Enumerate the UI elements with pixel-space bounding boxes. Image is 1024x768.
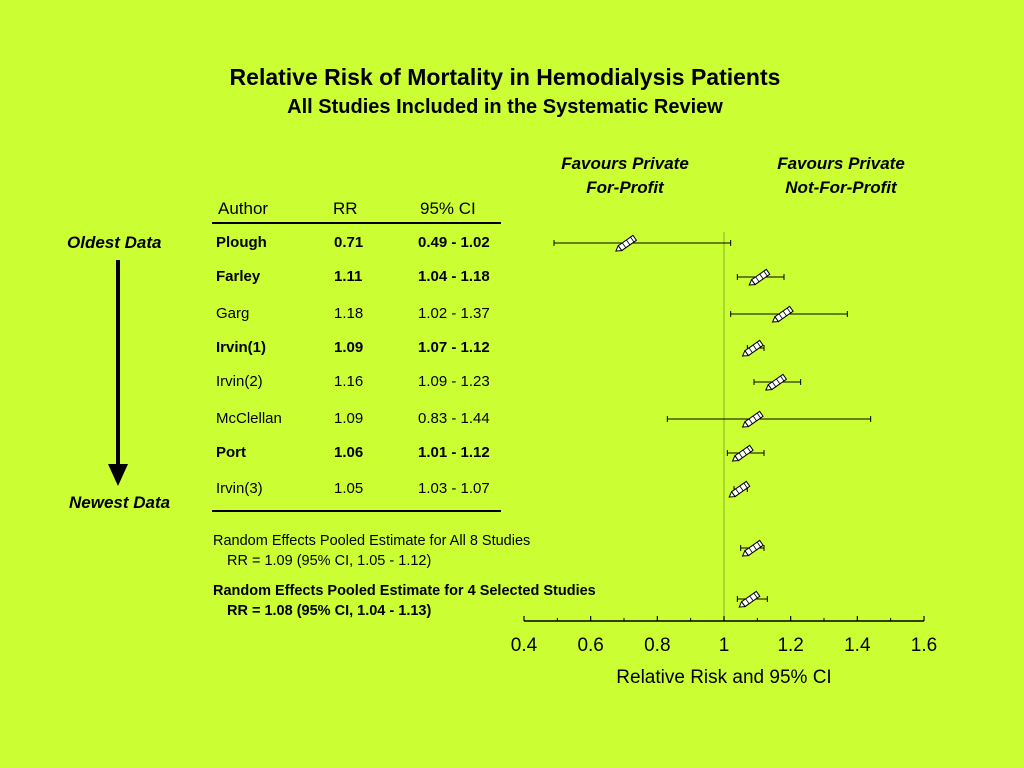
study-ci: 0.49 - 1.02 [418, 234, 490, 251]
study-author: Irvin(3) [216, 480, 263, 497]
study-rr: 1.09 [334, 410, 364, 427]
study-rr: 1.18 [334, 305, 364, 322]
study-author: Port [216, 444, 246, 461]
header-author: Author [218, 199, 269, 218]
pooled-all-line1: Random Effects Pooled Estimate for All 8 Studies [213, 533, 531, 549]
favours-right-line1: Favours Private [777, 154, 905, 173]
oldest-data-label: Oldest Data [67, 233, 162, 252]
x-tick-label: 0.4 [510, 635, 538, 656]
pooled-1-point-estimate [741, 540, 763, 558]
study-ci: 1.03 - 1.07 [418, 480, 490, 497]
x-tick-label: 1.6 [910, 635, 938, 656]
x-axis-label: Relative Risk and 95% CI [616, 667, 832, 688]
x-tick-label: 1.2 [777, 635, 804, 656]
study-4-point-estimate [741, 340, 763, 358]
pooled-2-point-estimate [737, 591, 759, 609]
pooled-all-line2: RR = 1.09 (95% CI, 1.05 - 1.12) [227, 553, 432, 569]
study-2-point-estimate [747, 269, 769, 287]
study-8-point-estimate [727, 481, 749, 499]
pooled-selected-line1: Random Effects Pooled Estimate for 4 Selected Studies [213, 583, 596, 599]
study-ci: 1.01 - 1.12 [418, 444, 490, 461]
pooled-selected-line2: RR = 1.08 (95% CI, 1.04 - 1.13) [227, 603, 432, 619]
study-6-point-estimate [741, 411, 763, 429]
study-author: Garg [216, 305, 250, 322]
study-author: Plough [216, 234, 267, 251]
study-rr: 0.71 [334, 234, 364, 251]
study-author: Farley [216, 268, 261, 285]
study-ci: 0.83 - 1.44 [418, 410, 490, 427]
study-rr: 1.06 [334, 444, 364, 461]
study-ci: 1.02 - 1.37 [418, 305, 490, 322]
study-rr: 1.09 [334, 339, 364, 356]
favours-left-line1: Favours Private [561, 154, 689, 173]
study-author: McClellan [216, 410, 282, 427]
study-ci: 1.09 - 1.23 [418, 373, 490, 390]
study-ci: 1.04 - 1.18 [418, 268, 490, 285]
newest-data-label: Newest Data [69, 493, 171, 512]
x-tick-label: 0.6 [577, 635, 604, 656]
study-rr: 1.11 [334, 268, 363, 285]
x-tick-label: 1 [718, 635, 730, 656]
study-author: Irvin(1) [216, 339, 267, 356]
study-7-point-estimate [731, 445, 753, 463]
study-1-point-estimate [614, 235, 636, 253]
header-ci: 95% CI [420, 199, 476, 218]
chart-title: Relative Risk of Mortality in Hemodialysis Patients [229, 64, 781, 90]
study-rr: 1.16 [334, 373, 364, 390]
study-ci: 1.07 - 1.12 [418, 339, 490, 356]
x-tick-label: 0.8 [644, 635, 671, 656]
study-5-point-estimate [764, 374, 786, 392]
header-rr: RR [333, 199, 358, 218]
favours-right-line2: Not-For-Profit [785, 178, 897, 197]
study-author: Irvin(2) [216, 373, 263, 390]
study-3-point-estimate [771, 306, 793, 324]
chart-subtitle: All Studies Included in the Systematic Review [287, 96, 723, 118]
study-rr: 1.05 [334, 480, 364, 497]
x-tick-label: 1.4 [844, 635, 871, 656]
favours-left-line2: For-Profit [586, 178, 664, 197]
